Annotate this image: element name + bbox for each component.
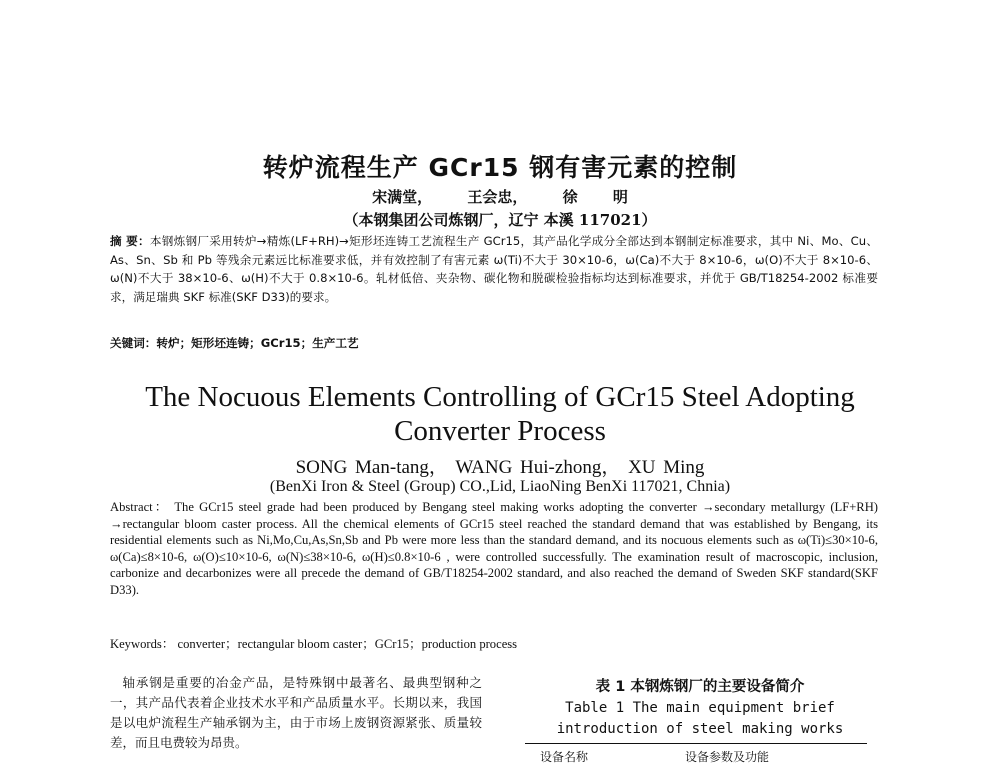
table-caption-chinese: 表 1 本钢炼钢厂的主要设备简介: [595, 679, 805, 695]
english-title-line2: Converter Process: [394, 415, 606, 447]
english-affiliation: (BenXi Iron & Steel (Group) CO.,Lid, LiaoNing BenXi 117021, Chnia): [269, 478, 731, 495]
table-caption-english-line1: Table 1 The main equipment brief: [565, 700, 835, 716]
chinese-authors: 宋满堂， 王会忠， 徐 明: [372, 188, 628, 206]
chinese-keywords-label: 关键词：: [110, 336, 157, 350]
english-abstract: [110, 499, 878, 599]
english-abstract-label: Abstract：: [110, 500, 170, 514]
table-header-equipment-name: 设备名称: [540, 750, 589, 764]
english-authors: SONG Man-tang， WANG Hui-zhong， XU Ming: [295, 457, 705, 478]
table-top-rule: [525, 743, 867, 744]
english-title: [0, 380, 1000, 448]
chinese-keywords: [110, 335, 878, 351]
english-keywords-text: converter；rectangular bloom caster；GCr15；production process: [177, 637, 518, 651]
table-header-equipment-params: 设备参数及功能: [685, 750, 770, 764]
english-keywords-label: Keywords：: [110, 637, 175, 651]
body-paragraph: 轴承钢是重要的冶金产品，是特殊钢中最著名、最典型钢种之一，其产品代表着企业技术水平和产品质量水平。长期以来，我国是以电炉流程生产轴承钢为主，由于市场上废钢资源紧张、质量较差，而且电费较为昂贵。: [110, 675, 482, 750]
english-abstract-text: The GCr15 steel grade had been produced by Bengang steel making works adopting the converter →secondary metallurgy (LF+RH) →rectangular bloom caster process. All the chemical elements of GCr15 steel reached the standard demand that was established by Bengang, its residential elements such as Ni,Mo,Cu,As,Sn,Sb and Pb were more less than the standard demand, and its nocuous elements such as ω(Ti)≤30×10-6, ω(Ca)≤8×10-6, ω(O)≤10×10-6, ω(N)≤38×10-6, ω(H)≤0.8×10-6 , were controlled successfully. The examination result of macroscopic, inclusion, carbonize and decarbonizes were all precede the demand of GB/T18254-2002 standard, and also reached the demand of Sweden SKF standard(SKF D33).: [110, 500, 878, 597]
table-caption-english: [510, 698, 890, 740]
chinese-abstract: [110, 232, 878, 306]
english-keywords: [110, 633, 878, 652]
chinese-title: 转炉流程生产 GCr15 钢有害元素的控制: [262, 153, 738, 182]
chinese-affiliation: （本钢集团公司炼钢厂，辽宁 本溪 117021）: [343, 211, 657, 229]
english-title-line1: The Nocuous Elements Controlling of GCr15 Steel Adopting: [145, 381, 855, 413]
table-caption-english-line2: introduction of steel making works: [556, 721, 844, 737]
chinese-abstract-label: 摘 要：: [110, 234, 150, 248]
chinese-abstract-text: 本钢炼钢厂采用转炉→精炼(LF+RH)→矩形坯连铸工艺流程生产 GCr15，其产品化学成分全部达到本钢制定标准要求，其中 Ni、Mo、Cu、As、Sn、Sb 和 Pb 等残余元素远比标准要求低，并有效控制了有害元素 ω(Ti)不大于 30×10-6，ω(Ca)不大于 8×10-6，ω(O)不大于 8×10-6、ω(N)不大于 38×10-6、ω(H)不大于 0.8×10-6。轧材低倍、夹杂物、碳化物和脱碳检验指标均达到标准要求，并优于 GB/T18254-2002 标准要求，满足瑞典 SKF 标准(SKF D33)的要求。: [110, 234, 878, 304]
chinese-keywords-text: 转炉；矩形坯连铸；GCr15；生产工艺: [156, 336, 359, 350]
